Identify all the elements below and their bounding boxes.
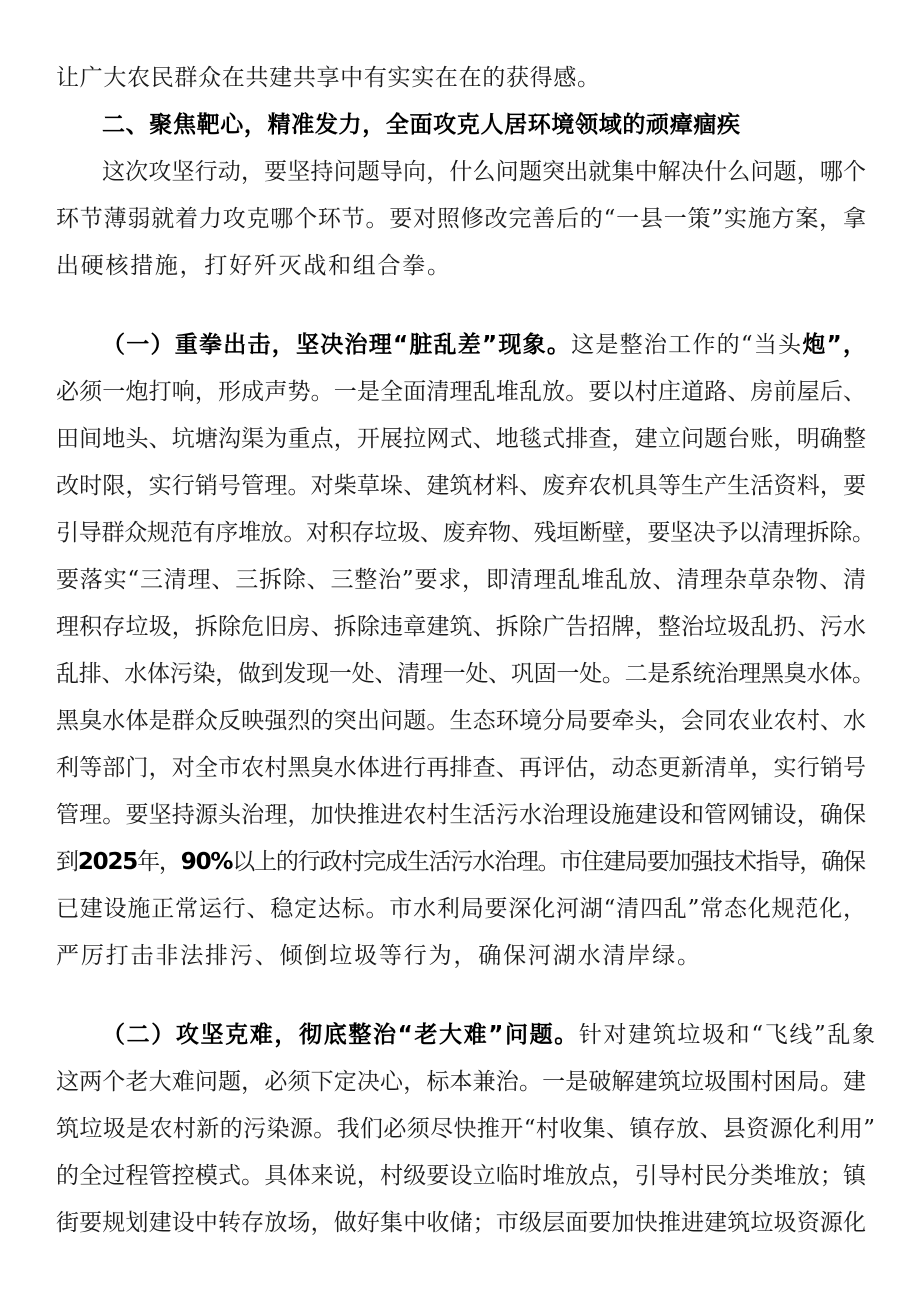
text-line <box>56 463 866 509</box>
text-line <box>56 745 866 791</box>
text-line <box>56 839 865 885</box>
section-heading <box>102 102 741 148</box>
bold-text-run: （一）重拳出击，坚决治理“脏乱差”现象。 <box>102 332 572 358</box>
text-line <box>56 369 866 415</box>
text-line <box>56 933 702 979</box>
text-run: 这两个老大难问题，必须下定决心，标本兼治。一是破解建筑垃圾围村困局。建 <box>56 1069 867 1095</box>
text-run: 到 <box>56 849 78 875</box>
text-run: 街要规划建设中转存放场，做好集中收储；市级层面要加快推进建筑垃圾资源化 <box>56 1210 867 1236</box>
text-run: 要落实“三清理、三拆除、三整治”要求，即清理乱堆乱放、清理杂草杂物、清 <box>56 567 867 593</box>
text-line <box>56 1200 866 1246</box>
text-run: 以上的行政村完成生活污水治理。市住建局要加强技术指导，确保 <box>232 849 865 875</box>
text-run: 严厉打击非法排污、倾倒垃圾等行为，确保河湖水清岸绿。 <box>56 943 702 969</box>
text-run: 让广大农民群众在共建共享中有实实在在的获得感。 <box>56 65 601 91</box>
text-run: 这是整治工作的“当头 <box>571 332 803 358</box>
subsection-line <box>102 1012 877 1058</box>
text-run: 黑臭水体是群众反映强烈的突出问题。生态环境分局要牵头，会同农业农村、水 <box>56 708 867 734</box>
text-run: 管理。要坚持源头治理，加快推进农村生活污水治理设施建设和管网铺设，确保 <box>56 802 867 828</box>
subsection-line <box>102 322 867 368</box>
text-line <box>56 1106 875 1152</box>
text-run: 乱排、水体污染，做到发现一处、清理一处、巩固一处。二是系统治理黑臭水体。 <box>56 661 875 687</box>
bold-text-run: 二、聚焦靶心，精准发力，全面攻克人居环境领域的顽瘴痼疾 <box>102 112 741 138</box>
text-run: 筑垃圾是农村新的污染源。我们必须尽快推开“村收集、镇存放、县资源化利用” <box>56 1116 876 1142</box>
text-line <box>56 196 867 242</box>
text-run: 出硬核措施，打好歼灭战和组合拳。 <box>56 253 452 279</box>
text-run: 利等部门，对全市农村黑臭水体进行再排查、再评估，动态更新清单，实行销号 <box>56 755 867 781</box>
text-line <box>56 55 601 101</box>
text-run: 必须一炮打响，形成声势。一是全面清理乱堆乱放。要以村庄道路、房前屋后、 <box>56 379 867 405</box>
text-line <box>56 698 866 744</box>
text-run: 年， <box>137 849 181 875</box>
text-run: 改时限，实行销号管理。对柴草垛、建筑材料、废弃农机具等生产生活资料，要 <box>56 473 867 499</box>
text-run: 这次攻坚行动，要坚持问题导向，什么问题突出就集中解决什么问题，哪个 <box>102 159 867 185</box>
bold-text-run: 90% <box>180 849 233 875</box>
text-line <box>56 557 867 603</box>
text-run: 引导群众规范有序堆放。对积存垃圾、废弃物、残垣断壁，要坚决予以清理拆除。 <box>56 520 875 546</box>
text-line <box>56 1153 866 1199</box>
text-run: 田间地头、坑塘沟渠为重点，开展拉网式、地毯式排查，建立问题台账，明确整 <box>56 426 867 452</box>
bold-text-run: （二）攻坚克难，彻底整治“老大难”问题。 <box>102 1022 579 1048</box>
text-line <box>56 416 866 462</box>
text-run: 理积存垃圾，拆除危旧房、拆除违章建筑、拆除广告招牌，整治垃圾乱扔、污水 <box>56 614 867 640</box>
text-line <box>102 149 866 195</box>
text-run: 环节薄弱就着力攻克哪个环节。要对照修改完善后的“一县一策”实施方案，拿 <box>56 206 867 232</box>
bold-text-run: 2025 <box>77 849 138 875</box>
text-line <box>56 792 866 838</box>
text-line <box>56 604 866 650</box>
text-line <box>56 510 875 556</box>
text-line <box>56 651 875 697</box>
text-run: 已建设施正常运行、稳定达标。市水利局要深化河湖“清四乱”常态化规范化， <box>56 896 867 922</box>
bold-text-run: 炮”， <box>802 332 868 358</box>
text-line <box>56 243 452 289</box>
text-line <box>56 886 867 932</box>
text-line <box>56 1059 866 1105</box>
text-run: 针对建筑垃圾和“飞线”乱象 <box>578 1022 877 1048</box>
text-run: 的全过程管控模式。具体来说，村级要设立临时堆放点，引导村民分类堆放；镇 <box>56 1163 867 1189</box>
